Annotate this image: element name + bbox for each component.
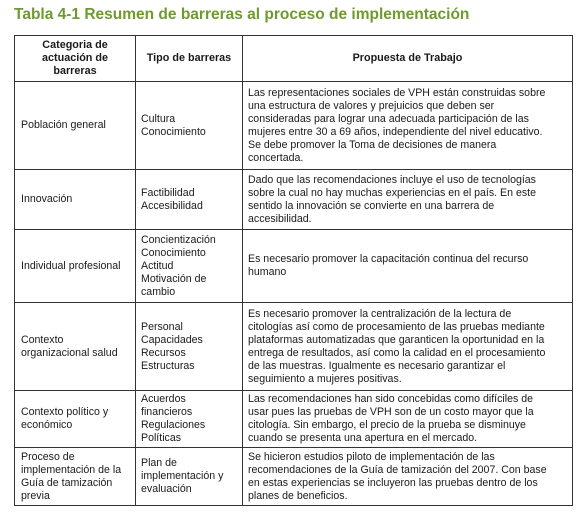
categoria-cell-line: Proceso de [21, 450, 75, 463]
tipo-barreras-cell-line: Conocimiento [141, 246, 206, 259]
propuesta-cell-line: Es necesario promover la capacitación continua del recurso [248, 253, 529, 265]
propuesta-cell-line: Dado que las recomendaciones incluye el uso de tecnologías [248, 173, 536, 186]
categoria-cell [15, 170, 136, 230]
table-row [15, 303, 573, 391]
header-tipo: Tipo de barreras [136, 36, 243, 82]
tipo-barreras-cell [136, 230, 243, 303]
table-row [15, 391, 573, 448]
propuesta-cell [243, 230, 573, 303]
propuesta-cell-line: entrega de resultados, así como la calidad en el procesamiento [248, 346, 546, 359]
barriers-table [14, 35, 573, 506]
categoria-cell-line: Guía de tamización [21, 476, 113, 489]
categoria-cell-line: Población general [21, 119, 106, 131]
propuesta-cell-line: planes de beneficios. [248, 489, 348, 502]
tipo-barreras-cell-line: Factibilidad [141, 186, 195, 199]
tipo-barreras-cell [136, 303, 243, 391]
tipo-barreras-cell-line: evaluación [141, 483, 192, 495]
propuesta-cell [243, 391, 573, 448]
propuesta-cell-line: recomendaciones de la Guía de tamización del 2007. Con base [248, 463, 547, 476]
propuesta-cell [243, 303, 573, 391]
categoria-cell-line: implementación de la [21, 463, 122, 476]
tipo-barreras-cell-line: Acuerdos [141, 393, 186, 405]
table-title: Tabla 4-1 Resumen de barreras al proceso de implementación [14, 6, 470, 23]
tipo-barreras-cell-line: Actitud [141, 259, 174, 272]
categoria-cell-line: Individual profesional [21, 259, 121, 272]
categoria-cell [15, 303, 136, 391]
tipo-barreras-cell-line: Conocimiento [141, 125, 206, 138]
propuesta-cell-line: accesibilidad. [248, 212, 312, 225]
categoria-cell-line: Contexto político y [21, 406, 109, 418]
categoria-cell-line: previa [21, 489, 50, 502]
tipo-barreras-cell-line: Concientización [141, 233, 216, 246]
categoria-cell-line: Contexto [21, 333, 64, 346]
tipo-barreras-cell-line: Políticas [141, 432, 182, 444]
tipo-barreras-cell [136, 448, 243, 506]
header-categoria-line: Categoria de [42, 39, 108, 51]
propuesta-cell-line: Se hicieron estudios piloto de implementación de las [248, 450, 495, 463]
header-row [15, 36, 573, 82]
propuesta-cell-line: de las muestras. Igualmente es necesario garantizar el [248, 359, 506, 372]
table-row [15, 448, 573, 506]
propuesta-cell-line: consideradas para lograr una adecuada participación de las [248, 112, 529, 125]
propuesta-cell [243, 170, 573, 230]
table-row [15, 170, 573, 230]
propuesta-cell-line: sobre la cual no hay muchas experiencias en el país. En este [248, 186, 536, 199]
tipo-barreras-cell-line: implementación y [141, 470, 224, 482]
propuesta-cell-line: Se debe promover la Toma de decisiones de manera [248, 138, 497, 151]
propuesta-cell [243, 82, 573, 170]
categoria-cell [15, 391, 136, 448]
categoria-cell-line: organizacional salud [21, 346, 118, 359]
propuesta-cell-line: Es necesario promover la centralización de la lectura de [248, 307, 512, 320]
categoria-cell [15, 230, 136, 303]
propuesta-cell-line: sentido la innovación se convierte en una barrera de [248, 199, 495, 212]
propuesta-cell-line: Las representaciones sociales de VPH están construidas sobre [248, 86, 546, 99]
header-categoria [15, 36, 136, 82]
table-row [15, 82, 573, 170]
tipo-barreras-cell [136, 391, 243, 448]
propuesta-cell-line: mujeres entre 30 a 69 años, independiente del nivel educativo. [248, 125, 543, 138]
propuesta-cell-line: una estructura de valores y prejuicios que deben ser [248, 99, 495, 112]
tipo-barreras-cell [136, 170, 243, 230]
categoria-cell-line: económico [21, 419, 73, 431]
propuesta-cell-line: cuando se presenta una apertura en el mercado. [248, 432, 478, 444]
propuesta-cell-line: citología. Sin embargo, el precio de la prueba se disminuye [248, 419, 526, 431]
header-propuesta: Propuesta de Trabajo [243, 36, 573, 82]
tipo-barreras-cell-line: cambio [141, 285, 176, 298]
tipo-barreras-cell-line: Plan de [141, 457, 177, 469]
propuesta-cell-line: citologías así como de procesamiento de las pruebas mediante [248, 320, 545, 333]
tipo-barreras-cell-line: Cultura [141, 112, 176, 125]
header-categoria-line: barreras [53, 65, 97, 77]
propuesta-cell-line: en estas experiencias se incluyeron las pruebas dentro de los [248, 476, 538, 489]
propuesta-cell-line: humano [248, 266, 287, 278]
propuesta-cell-line: concertada. [248, 151, 304, 164]
propuesta-cell [243, 448, 573, 506]
tipo-barreras-cell-line: Capacidades [141, 333, 203, 346]
categoria-cell-line: Innovación [21, 193, 73, 205]
tipo-barreras-cell-line: Estructuras [141, 359, 195, 372]
propuesta-cell-line: usar pues las pruebas de VPH son de un costo mayor que la [248, 406, 534, 418]
tipo-barreras-cell [136, 82, 243, 170]
tipo-barreras-cell-line: financieros [141, 406, 193, 418]
propuesta-cell-line: Las recomendaciones han sido concebidas como difíciles de [248, 393, 534, 405]
propuesta-cell-line: seguimiento a mujeres positivas. [248, 372, 402, 385]
tipo-barreras-cell-line: Accesibilidad [141, 199, 203, 212]
propuesta-cell-line: plataformas automatizadas que garanticen la oportunidad en la [248, 333, 545, 346]
tipo-barreras-cell-line: Motivación de [141, 272, 207, 285]
categoria-cell [15, 82, 136, 170]
categoria-cell [15, 448, 136, 506]
header-categoria-line: actuación de [42, 52, 108, 64]
tipo-barreras-cell-line: Personal [141, 320, 183, 333]
tipo-barreras-cell-line: Recursos [141, 346, 186, 359]
tipo-barreras-cell-line: Regulaciones [141, 419, 206, 431]
table-row [15, 230, 573, 303]
